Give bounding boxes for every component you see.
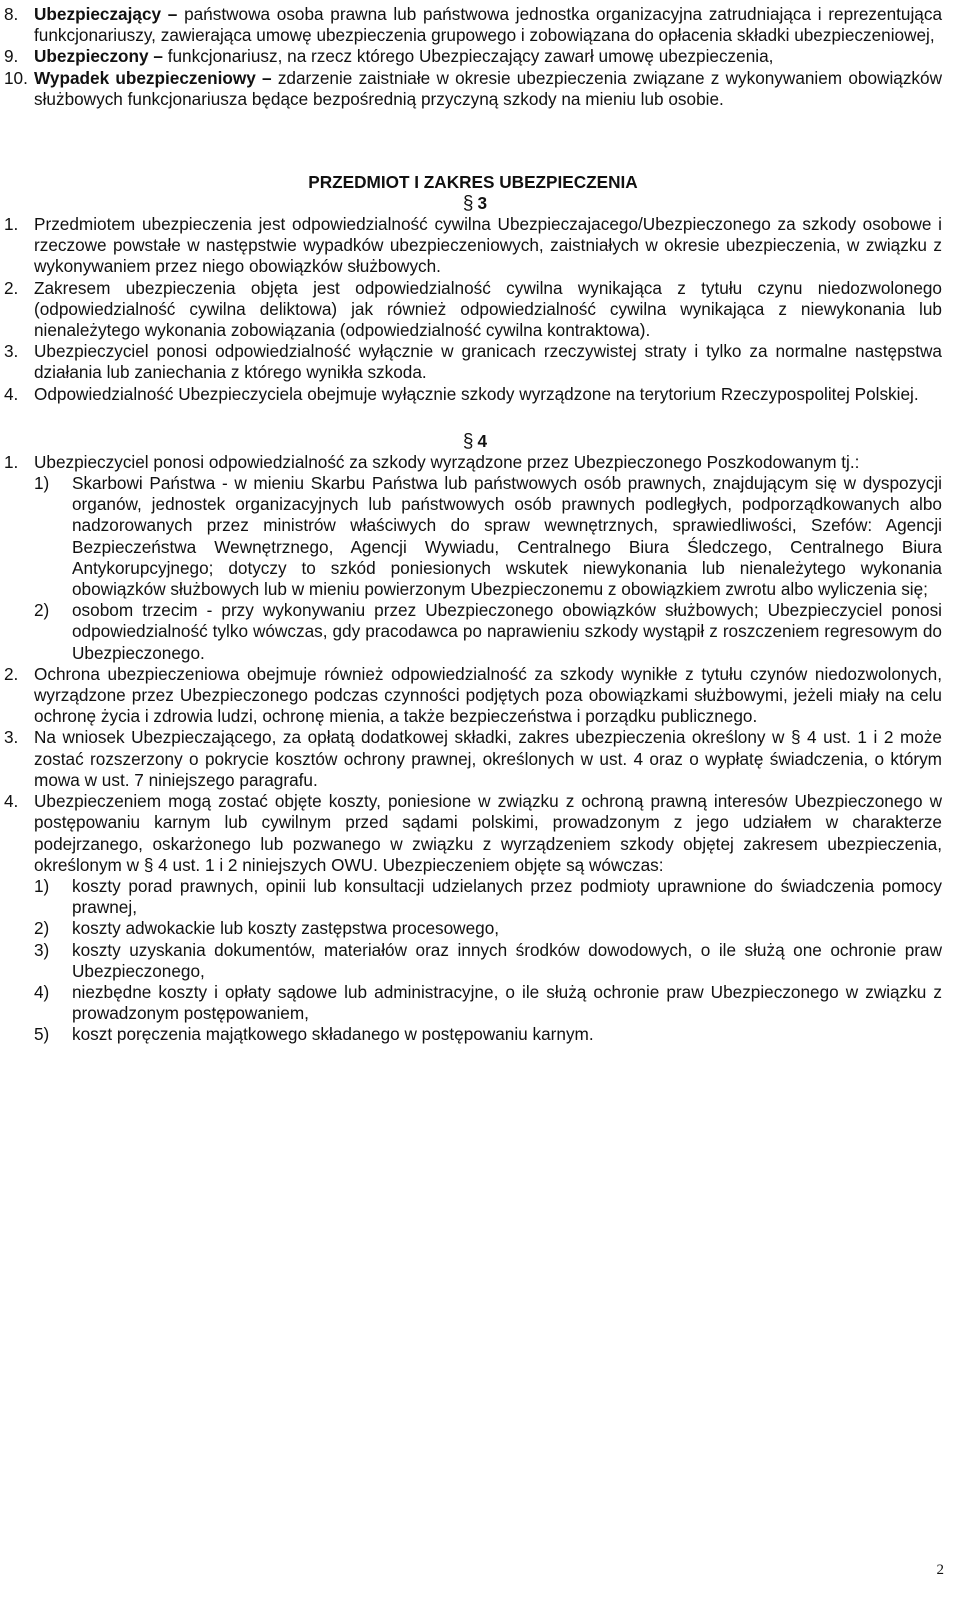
list-item xyxy=(4,278,942,342)
list-item xyxy=(4,664,942,728)
item-text: Odpowiedzialność Ubezpieczyciela obejmuje wyłącznie szkody wyrządzone na terytorium Rzeczypospolitej Polskiej. xyxy=(34,383,919,404)
item-number: 1. xyxy=(4,451,19,472)
definition-text: funkcjonariusz, na rzecz którego Ubezpieczający zawarł umowę ubezpieczenia, xyxy=(167,46,774,67)
item-text: Ubezpieczyciel ponosi odpowiedzialność za szkody wyrządzone przez Ubezpieczonego Poszkodowanym tj.: xyxy=(34,451,860,472)
item-number: 3. xyxy=(4,341,19,362)
item-number: 4. xyxy=(4,791,19,812)
sub-list xyxy=(34,876,942,1046)
definition-item xyxy=(4,46,942,67)
sub-item-text: koszty uzyskania dokumentów, materiałów oraz innych środków dowodowych, o ile służą one ochronie praw Ubezpieczonego, xyxy=(72,939,942,981)
paragraph-number: 3 xyxy=(477,193,488,214)
item-number: 2. xyxy=(4,663,19,684)
list-item xyxy=(4,452,942,664)
item-number: 2. xyxy=(4,277,19,298)
list-item xyxy=(4,791,942,1045)
sub-item-number: 2) xyxy=(34,600,50,621)
sub-item-text: koszty porad prawnych, opinii lub konsultacji udzielanych przez podmioty uprawnione do świadczenia pomocy prawnej, xyxy=(72,875,942,918)
definition-term: Ubezpieczający xyxy=(34,4,162,24)
item-text: Przedmiotem ubezpieczenia jest odpowiedzialność cywilna Ubezpieczajacego/Ubezpieczonego za szkody osobowe i rzeczowe powstałe w następstwie wypadków ubezpieczeniowych, zaistniałych w okresie ubezpieczenia, w związku z wykonywaniem przez niego obowiązków służbowych. xyxy=(34,214,942,277)
list-item xyxy=(4,384,942,405)
sub-item xyxy=(34,1024,942,1045)
definition-dash: – xyxy=(148,46,168,67)
item-text: Na wniosek Ubezpieczającego, za opłatą dodatkowej składki, zakres ubezpieczenia określony w § 4 ust. 1 i 2 może zostać rozszerzony o pokrycie kosztów ochrony prawnej, określonych w ust. 4 oraz o wypłatę świadczenia, o którym mowa w ust. 7 niniejszego paragrafu. xyxy=(34,727,942,790)
definitions-list xyxy=(4,4,942,110)
definition-term: Wypadek ubezpieczeniowy xyxy=(34,67,256,88)
definition-item xyxy=(4,68,942,110)
sub-item-text: niezbędne koszty i opłaty sądowe lub administracyjne, o ile służą ochronie praw Ubezpieczonego w związku z prowadzonym postępowaniem, xyxy=(72,981,942,1024)
sub-item-number: 3) xyxy=(34,939,50,960)
paragraph-number: 4 xyxy=(477,430,488,451)
sub-item xyxy=(34,473,942,600)
sub-item-number: 1) xyxy=(34,875,50,896)
item-number: 3. xyxy=(4,727,19,748)
sub-item xyxy=(34,876,942,918)
sub-item-text: koszt poręczenia majątkowego składanego w postępowaniu karnym. xyxy=(72,1024,594,1045)
list-item xyxy=(4,341,942,383)
item-number: 9. xyxy=(4,46,19,67)
sub-item xyxy=(34,918,942,939)
sub-item-number: 1) xyxy=(34,473,50,494)
item-text: Ubezpieczeniem mogą zostać objęte koszty, poniesione w związku z ochroną prawną interesów Ubezpieczonego w postępowaniu karnym lub cywilnym przed sądami polskimi, prowadzonym z jego udziałem w charakterze podejrzanego, oskarżonego lub pozwanego w związku z wyrządzeniem szkody objętej zakresem ubezpieczenia, określonym w § 4 ust. 1 i 2 niniejszych OWU. Ubezpieczeniem objęte są wówczas: xyxy=(34,791,942,875)
item-number: 10. xyxy=(4,67,28,88)
paragraph-3-items xyxy=(4,214,942,405)
definition-term: Ubezpieczony xyxy=(34,46,149,67)
sub-item-text: koszty adwokackie lub koszty zastępstwa procesowego, xyxy=(72,918,500,939)
sub-item-text: Skarbowi Państwa - w mieniu Skarbu Państwa lub państwowych osób prawnych, znajdującym się w dyspozycji organów, jednostek organizacyjnych lub państwowych osób prawnych podległych, podporządkowanych albo nadzorowanych przez ministrów właściwych do spraw wewnętrznych, sprawiedliwości, Szefów: Agencji Bezpieczeństwa Wewnętrznego, Agencji Wywiadu, Centralnego Biura Śledczego, Centralnego Biura Antykorupcyjnego; dotyczy to szkód poniesionych wskutek niewykonania lub nienależytego wykonania obowiązków służbowych lub w mieniu powierzonym Ubezpieczonemu z obowiązkiem zwrotu albo wyliczenia się; xyxy=(72,473,942,600)
item-text: Zakresem ubezpieczenia objęta jest odpowiedzialność cywilna wynikająca z tytułu czynu niedozwolonego (odpowiedzialność cywilna deliktowa) jak również odpowiedzialność cywilna wynikająca z niewykonania lub nienależytego wykonania zobowiązania (odpowiedzialność cywilna kontraktowa). xyxy=(34,277,942,341)
paragraph-4-title xyxy=(8,431,942,452)
item-text: Ubezpieczyciel ponosi odpowiedzialność wyłącznie w granicach rzeczywistej straty i tylko za normalne następstwa działania lub zaniechania z którego wynikła szkoda. xyxy=(34,341,942,383)
sub-item-number: 4) xyxy=(34,981,50,1002)
sub-item-number: 5) xyxy=(34,1024,50,1045)
section-sign: § xyxy=(462,430,474,452)
section-sign: § xyxy=(462,193,474,215)
page-number: 2 xyxy=(936,1562,944,1578)
item-text: Ochrona ubezpieczeniowa obejmuje również odpowiedzialność za szkody wynikłe z tytułu czynów niedozwolonych, wyrządzone przez Ubezpieczonego podczas czynności podjętych poza obowiązkami służbowymi, jeżeli miały na celu ochronę życia i zdrowia ludzi, ochronę mienia, a także bezpieczeństwa i porządku publicznego. xyxy=(34,663,942,727)
list-item xyxy=(4,727,942,791)
sub-item xyxy=(34,982,942,1024)
sub-item-text: osobom trzecim - przy wykonywaniu przez Ubezpieczonego obowiązków służbowych; Ubezpieczyciel ponosi odpowiedzialność tylko wówczas, gdy pracodawca po naprawieniu szkody wystąpił z roszczeniem regresowym do Ubezpieczonego. xyxy=(72,600,942,663)
sub-item-number: 2) xyxy=(34,918,50,939)
item-number: 8. xyxy=(4,4,19,24)
item-number: 1. xyxy=(4,214,19,235)
list-item xyxy=(4,214,942,278)
definition-text: zdarzenie zaistniałe w okresie ubezpieczenia związane z wykonywaniem obowiązków służbowych funkcjonariusza będące bezpośrednią przyczyną szkody na mieniu lub osobie. xyxy=(34,67,942,109)
definition-item xyxy=(4,4,942,46)
paragraph-3-title xyxy=(8,193,942,214)
definition-text: państwowa osoba prawna lub państwowa jednostka organizacyjna zatrudniająca i reprezentująca funkcjonariuszy, zawierająca umowę ubezpieczenia grupowego i zobowiązana do opłacenia składki ubezpieczeniowej, xyxy=(34,4,942,46)
section-heading: PRZEDMIOT I ZAKRES UBEZPIECZENIA xyxy=(308,172,638,193)
definition-dash: – xyxy=(161,4,185,24)
definition-dash: – xyxy=(255,67,278,88)
sub-list xyxy=(34,473,942,664)
sub-item xyxy=(34,940,942,982)
sub-item xyxy=(34,600,942,664)
paragraph-4-items xyxy=(4,452,942,1046)
item-number: 4. xyxy=(4,383,19,404)
